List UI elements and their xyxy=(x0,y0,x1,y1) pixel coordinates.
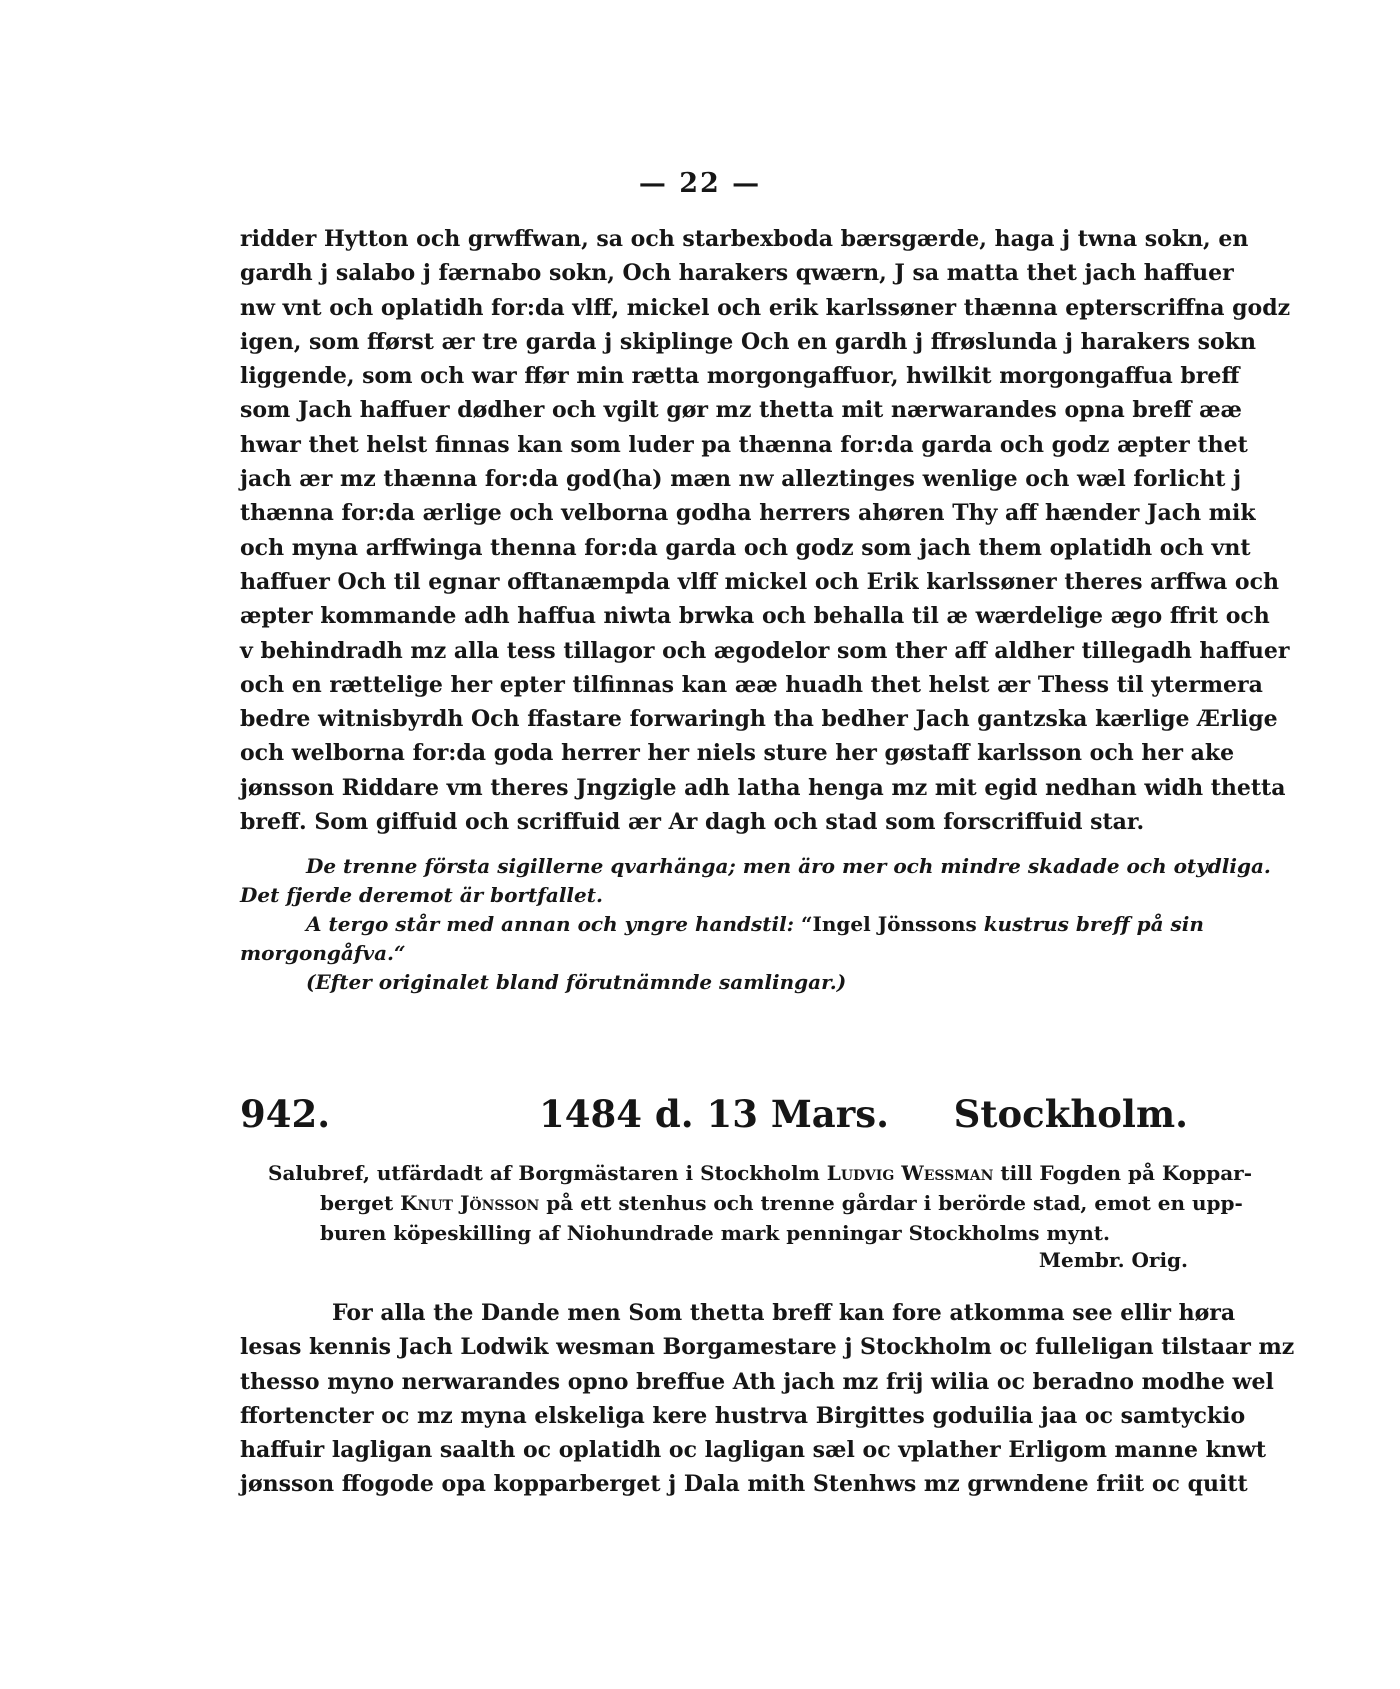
summary-text: berget xyxy=(320,1191,394,1215)
document-place: Stockholm. xyxy=(953,1092,1188,1136)
person-name: Knut Jönsson xyxy=(400,1191,540,1215)
document-source: Membr. Orig. xyxy=(1038,1248,1188,1272)
text-line: ridder Hytton och grwffwan, sa och starbexboda bærsgærde, haga j twna sokn, en xyxy=(240,226,1249,252)
editorial-notes xyxy=(240,852,1271,997)
text-line: igen, som fførst ær tre garda j skiplinge Och en gardh j ffrøslunda j harakers sokn xyxy=(240,328,1256,355)
text-line: nw vnt och oplatidh for:da vlff, mickel och erik karlssøner thænna epterscriffna godz xyxy=(240,294,1291,321)
text-line: For alla the Dande men Som thetta breff kan fore atkomma see ellir høra xyxy=(332,1300,1236,1326)
tergo-note xyxy=(240,910,1204,939)
seals-note-continued: Det fjerde deremot är bortfallet. xyxy=(240,883,603,907)
tergo-quote-italic: kustrus breff på sin xyxy=(983,912,1204,936)
summary-line: buren köpeskilling af Niohundrade mark penningar Stockholms mynt. xyxy=(320,1221,1111,1245)
document-summary xyxy=(268,1158,1253,1248)
text-line: æpter kommande adh haffua niwta brwka och behalla til æ wærdelige ægo ffrit och xyxy=(240,603,1270,630)
summary-text: till Fogden på Koppar- xyxy=(1000,1161,1253,1185)
text-line: liggende, som och war ffør min rætta morgongaffuor, hwilkit morgongaffua breff xyxy=(240,363,1240,390)
letter-text-continued xyxy=(240,222,1291,839)
text-line: lesas kennis Jach Lodwik wesman Borgamestare j Stockholm oc fulleligan tilstaar mz xyxy=(240,1334,1295,1361)
document-date: 1484 d. 13 Mars. xyxy=(538,1092,889,1136)
text-line: v behindradh mz alla tess tillagor och ægodelor som ther aff aldher tillegadh haffuer xyxy=(240,637,1290,664)
text-line: jønsson Riddare vm theres Jngzigle adh latha henga mz mit egid nedhan widh thetta xyxy=(240,774,1286,801)
summary-line xyxy=(268,1158,1253,1188)
text-line: haffuir lagligan saalth oc oplatidh oc lagligan sæl oc vplather Erligom manne knwt xyxy=(240,1437,1267,1464)
tergo-quote: “Ingel Jönssons xyxy=(801,912,977,936)
text-line: som Jach haffuer dødher och vgilt gør mz thetta mit nærwarandes opna breff ææ xyxy=(240,397,1243,424)
text-line: bedre witnisbyrdh Och ffastare forwaringh tha bedher Jach gantzska kærlige Ærlige xyxy=(240,706,1278,733)
text-line: hwar thet helst finnas kan som luder pa thænna for:da garda och godz æpter thet xyxy=(240,431,1248,458)
tergo-prefix: A tergo står med annan och yngre handstil: xyxy=(306,912,795,936)
text-line: haffuer Och til egnar offtanæmpda vlff mickel och Erik karlssøner theres arffwa och xyxy=(240,568,1279,595)
document-header xyxy=(240,1092,1188,1144)
summary-line xyxy=(268,1188,1243,1218)
text-line: thænna for:da ærlige och velborna godha herrers ahøren Thy aff hænder Jach mik xyxy=(240,500,1256,527)
text-line: ffortencter oc mz myna elskeliga kere hustrva Birgittes goduilia jaa oc samtyckio xyxy=(240,1402,1246,1429)
summary-text: på ett stenhus och trenne gårdar i berörde stad, emot en upp- xyxy=(546,1191,1243,1215)
source-note: (Efter originalet bland förutnämnde samlingar.) xyxy=(306,970,847,994)
text-line: jønsson ffogode opa kopparberget j Dala mith Stenhws mz grwndene friit oc quitt xyxy=(240,1471,1248,1498)
text-line: thesso myno nerwarandes opno breffue Ath jach mz frij wilia oc beradno modhe wel xyxy=(240,1368,1274,1395)
seals-note: De trenne första sigillerne qvarhänga; men äro mer och mindre skadade och otydliga. xyxy=(306,854,1271,878)
text-line: och en rættelige her epter tilfinnas kan ææ huadh thet helst ær Thess til ytermera xyxy=(240,671,1263,698)
text-line: gardh j salabo j færnabo sokn, Och harakers qwærn, J sa matta thet jach haffuer xyxy=(240,260,1234,287)
text-line: breff. Som giffuid och scriffuid ær Ar dagh och stad som forscriffuid star. xyxy=(240,809,1145,836)
person-name: Ludvig Wessman xyxy=(826,1161,994,1185)
document-number: 942. xyxy=(240,1092,331,1136)
letter-text xyxy=(240,1296,1295,1502)
text-line: och welborna for:da goda herrer her niels sture her gøstaff karlsson och her ake xyxy=(240,740,1235,767)
page-number: — 22 — xyxy=(638,168,762,199)
text-line: jach ær mz thænna for:da god(ha) mæn nw alleztinges wenlige och wæl forlicht j xyxy=(240,466,1242,493)
tergo-note-continued: morgongåfva.“ xyxy=(240,941,406,965)
summary-text: Salubref, utfärdadt af Borgmästaren i Stockholm xyxy=(268,1161,820,1185)
text-line: och myna arffwinga thenna for:da garda och godz som jach them oplatidh och vnt xyxy=(240,534,1251,561)
